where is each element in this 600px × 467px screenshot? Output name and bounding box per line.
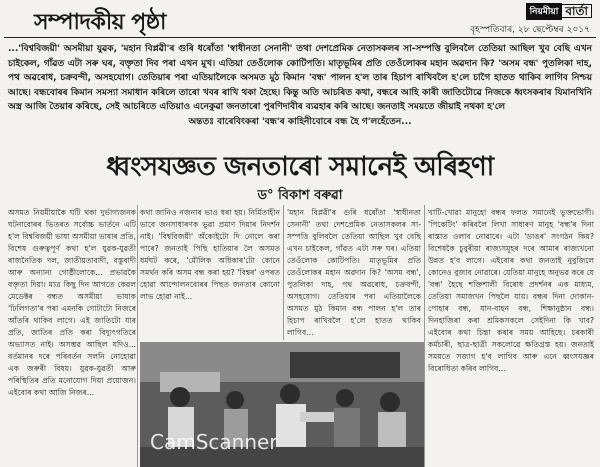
- article-headline: ধ্বংসযজ্ঞত জনতাৰো সমানেই অৰিহণা: [106, 152, 494, 182]
- logo-right-text: বাৰ্তা: [562, 4, 592, 18]
- intro-last-line: অন্ততঃ বাৰেবিংকৰা 'বন্ধ'ৰ কাহিনীবোৰে বন্ধ হৈ গ'লহেঁতেন...: [188, 116, 412, 127]
- masthead-divider: [4, 37, 596, 38]
- article-column-2: কথা জানিও নজনাৰ ভাও ধৰা হয়। নিৰ্মিতাহীন ভাবে জনসাধাৰণক ভুৱা প্ৰমাণ দিয়াৰ নিদৰ্শন নাই। 'বিশ্ববিজয়ী' অঁকোইটো দি নোলে কৰা পাৰে? জনতাই পিছি হাতিয়াৰ লৈ অসমত ধৰ্মঘট কৰে, 'মৌলিক অধিকাৰ'টো কোনে সমৰ্থন কৰি অসম বন্ধ কৰা হয়? 'বিশ্বৰ' ওপৰত হোৱা আন্দোলনবোৰৰ পিছত জনতাৰ কোনো লাভ হোৱা নাই...: [140, 208, 280, 301]
- article-column-3: 'মহান বিপ্লৱী'ৰ গুৰি ধৰোঁতা 'স্বাধীনতা সেনানী' তথা দেশপ্ৰেমিক নেতাসকলৰ সা-সম্পত্তি বুলিবলৈ তেতিয়া আছিল খুব বেছি এখন চাইকেল, গাঁৱত এটা সৰু ঘৰ। এতিয়া তেওঁলোক কোটিপতি। মাতৃভূমিৰ প্ৰতি তেওঁলোকৰ মহান অৱদান কি? 'অসম বন্ধ', পুতলিকা দাহ, পথ অৱৰোধ, চক্ৰবন্দী, অসহযোগ। তেতিয়াৰ পৰা এতিয়ালৈকে অসমত মুঠ কিমান বন্ধ পালন হ'ল তাৰ হিচাপ ৰাখিবলৈ হ'লে হাতত থাকিব লাগিব...: [287, 208, 421, 337]
- logo-left-text: নিয়মীয়া: [526, 3, 563, 20]
- column-divider: [283, 205, 284, 340]
- column-divider: [137, 205, 138, 467]
- section-title: সম্পাদকীয় পৃষ্ঠা: [34, 10, 166, 35]
- scanner-watermark: CamScanner: [150, 430, 278, 454]
- column-divider: [424, 205, 425, 467]
- issue-date: বৃহস্পতিবাৰ, ২৮ ছেপ্টেম্বৰ ২০১৭: [470, 25, 590, 35]
- intro-paragraph: [8, 42, 592, 129]
- article-column-4: খাটি-খোৱা মানুহো বন্ধৰ ফলত সমানেই ভুক্তভোগী। 'পিকেটিং' কৰিবলৈ লিখা সাধাৰণ মানুহ 'বন্ধ'ৰ দিনা ৰাস্তাত ওলাব নোৱাৰে। এটা 'ডাঙৰ' সংগঠন কিয়? বিশেষকৈ চুবুৰীয়া ৰাজ্যসমূহৰ দৰে আমাৰ ৰাজ্যখনো উন্নত হ'ব লাগে। এইবোৰ কথা জনতাই নুবুজিলে কোনেও বুজাব নোৱাৰে। যেতিয়া মানুহে অনুভৱ কৰে যে 'বন্ধ' হৈছে শক্তিশালী বিৰোধ প্ৰদৰ্শনৰ এক মাধ্যম, তেতিয়া সমাজখন পিছলৈ যায়। বন্ধৰ দিনা দোকান-পোহাৰ বন্ধ, যান-বাহন বন্ধ, শিক্ষানুষ্ঠান বন্ধ। দিনহাজিৰা কৰা শ্ৰমিকসকলে সেইদিনা কি খাব? এইবোৰ কথা চিন্তা কৰাৰ সময় আহিছে। চৰকাৰী কৰ্মচাৰী, ছাত্ৰ-ছাত্ৰী সকলোৱে ক্ষতিগ্ৰস্ত হয়। জনতাই সময়তে সজাগ হ'ব লাগিব আৰু এনে ধ্বংসযজ্ঞৰ বিৰোধিতা কৰিব লাগিব...: [428, 208, 594, 373]
- intro-text: ...'বিশ্ববিজয়ী' অসমীয়া যুৱক, 'মহান বিপ্লৱী'ৰ গুৰি ধৰোঁতা 'স্বাধীনতা সেনানী' তথা দেশপ্ৰেমিক নেতাসকলৰ সা-সম্পত্তি বুলিবলৈ তেতিয়া আছিল খুব বেছি এখন চাইকেল, গাঁৱত এটা সৰু ঘৰ, বক্তৃতা দিব পৰা এখন মুখ। এতিয়া তেওঁলোক কোটিপতি। মাতৃভূমিৰ প্ৰতি তেওঁলোকৰ মহান অৱদান কি? 'অসম বন্ধ' পুতলিকা দাহ, পথ অৱৰোধ, চক্ৰবন্দী, অসহযোগ। তেতিয়াৰ পৰা এতিয়ালৈকে অসমত মুঠ কিমান 'বন্ধ' পালন হ'ল তাৰ হিচাপ ৰাখিবলৈ হ'লে চাগৈ হাতত থাকিব লাগিব নিশ্চয় আছে। বন্ধবোৰৰ কিমান সমস্যা সমাধান কৰিলে তাৰো খবৰ ৰাখি থকা হৈছে। কিন্তু অতি আচৰিত কথা, বন্ধৰে আহি কাৰী জাতিটোৱে নিজকে ধ্বংসকৰাৰ যিমানখিনি অস্ত্ৰ আজি তৈয়াৰ কৰিছে, সেই আচৰিতে এতিয়াও এনেকুৱা জনতাৰো পুৰণিদাবীৰ ব্যৱহাৰ কৰি আছে। জনতাই সময়তে জীয়াই নথকা হ'লে: [8, 44, 592, 112]
- masthead: [4, 2, 596, 36]
- article-byline: ড° বিকাশ বৰুৱা: [257, 188, 343, 203]
- newspaper-logo: [526, 4, 592, 18]
- article-column-1: অসমত নিয়মীয়াকৈ ঘটি থকা দুৰ্ভাগ্যজনক ঘটনাবোৰৰ ভিতৰত সৰ্বোচ্চ ভাৰ্তনে এটি হ'ল বিশ্ববিজয়ী ভাষা অসমীয়া ভাষাৰ প্ৰতি, বিশেষ গুৰুত্বপূৰ্ণ কথা হ'ল যুৱক-যুৱতী ৰাজনৈতিক দল, জাতীয়তাবাদী, বস্তুবাদী আৰু অন্যান্য গোষ্ঠীলোকে... প্ৰভাৱকৈ বক্তৃতা দিয়া। মাত্ৰ কিছু দিন আগতে কেৱল মেডেক্টৰ বন্ধত অসমীয়া ভাষাক 'ঢিলিগতা'ৰ পৰা এমনকি গোটাটো নিজৰে আঁতৰি থাকিব লাগে। এই জাতিটো যাৰ প্ৰতি, জাতিৰ প্ৰতি কৰা বিদ্যুৎগতিৰে অভ্যাসত নাই। অসম্ভৱ আছিল যদিও... বৰ্তমানৰ দৰে পৰিবৰ্তন সলনি নোহোৱা এক জৰুৰী বিষয়। যুৱক-যুৱতী আৰু পৰিস্থিতিৰ প্ৰতি মনোযোগ দিয়া প্ৰয়োজন। এইবোৰ কথা আজি নিজৰ...: [8, 208, 136, 397]
